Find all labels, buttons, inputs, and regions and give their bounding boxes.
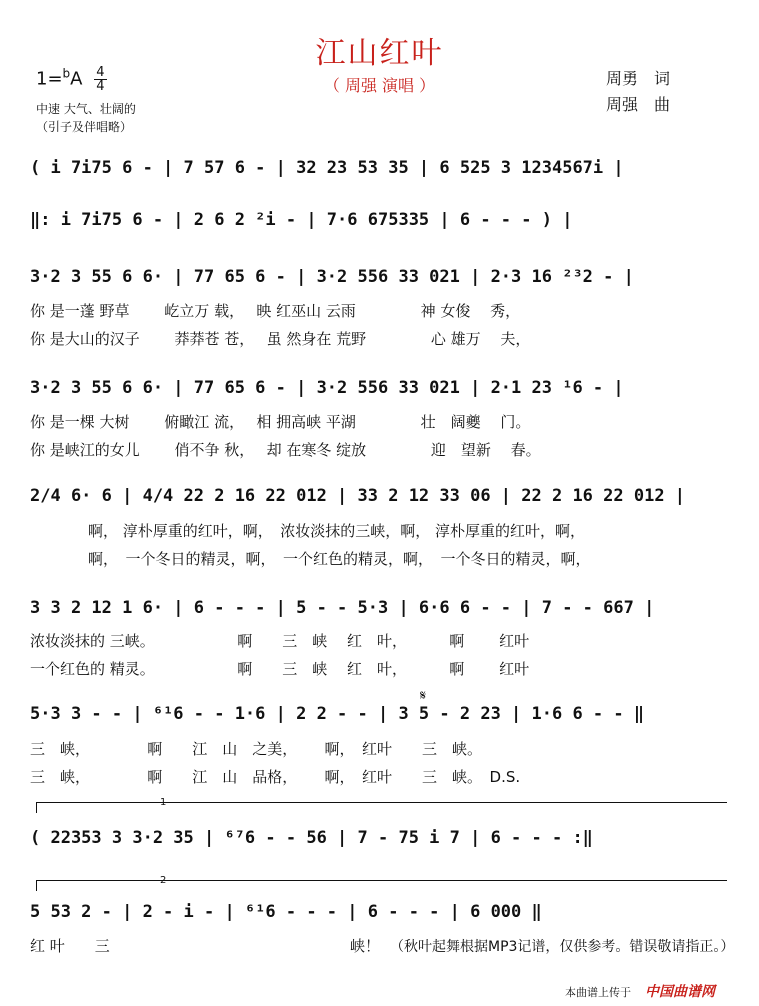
time-signature (94, 66, 106, 93)
lyric-line-11: 红 叶 三 (30, 937, 110, 955)
score-row-8: ( 22353 3 3·2 35 | ⁶⁷6 - - 56 | 7 - 75 i 7 | 6 - - - :‖ (30, 828, 593, 848)
volta-bracket-2 (36, 880, 727, 891)
key-prefix: 1= (36, 68, 63, 90)
volta-number-1: 1 (160, 797, 167, 808)
lyric-line-9: 三 峡， 啊 江 山 之美， 啊， 红叶 三 峡。 (30, 740, 483, 758)
composer: 周强 曲 (606, 95, 671, 114)
lyric-line-2: 你 是大山的汉子 莽莽苍 苍， 虽 然身在 荒野 心 雄万 夫， (30, 330, 531, 348)
score-row-3: 3·2 3 55 6 6· | 77 65 6 - | 3·2 556 33 021 | 2·3 16 ²³2 - | (30, 267, 634, 287)
score-row-4: 3·2 3 55 6 6· | 77 65 6 - | 3·2 556 33 021 | 2·1 23 ¹6 - | (30, 378, 624, 398)
time-denominator: 4 (96, 79, 105, 94)
score-row-2: ‖: i 7i75 6 - | 2 6 2 ²i - | 7·6 675335 | 6 - - - ) | (30, 210, 573, 230)
key-note: A (70, 68, 83, 90)
key-signature (36, 66, 107, 93)
volta-bracket-1 (36, 802, 727, 813)
lyric-line-4: 你 是峡江的女儿 俏不争 秋， 却 在寒冬 绽放 迎 望新 春。 (30, 441, 541, 459)
segno-sign: 𝄋 (420, 688, 427, 704)
time-numerator: 4 (96, 65, 105, 80)
lyric-line-6: 啊， 一个冬日的精灵，啊， 一个红色的精灵，啊， 一个冬日的精灵，啊， (88, 550, 591, 568)
lyric-line-1: 你 是一蓬 野草 屹立万 载， 映 红巫山 云雨 神 女俊 秀， (30, 302, 521, 320)
volta-number-2: 2 (160, 875, 167, 886)
song-title: 江山红叶 (315, 36, 444, 71)
score-row-9: 5 53 2 - | 2 - i - | ⁶¹6 - - - | 6 - - - | 6 000 ‖ (30, 902, 542, 922)
lyric-line-5: 啊， 淳朴厚重的红叶，啊， 浓妆淡抹的三峡，啊， 淳朴厚重的红叶，啊， (88, 522, 586, 540)
transcription-note: （秋叶起舞根据MP3记谱，仅供参考。错误敬请指正。） (390, 939, 735, 955)
performer: （ 周强 演唱 ） (323, 76, 436, 95)
lyric-line-8: 一个红色的 精灵。 啊 三 峡 红 叶， 啊 红叶 (30, 660, 530, 678)
score-row-7: 5·3 3 - - | ⁶¹6 - - 1·6 | 2 2 - - | 3 5 - 2 23 | 1·6 6 - - ‖ (30, 704, 645, 724)
score-row-6: 3 3 2 12 1 6· | 6 - - - | 5 - - 5·3 | 6·6 6 - - | 7 - - 667 | (30, 598, 655, 618)
lyricist: 周勇 词 (606, 69, 671, 88)
lyric-line-7: 浓妆淡抹的 三峡。 啊 三 峡 红 叶， 啊 红叶 (30, 632, 530, 650)
intro-note: （引子及伴唱略） (36, 120, 133, 134)
lyric-line-3: 你 是一棵 大树 俯瞰江 流， 相 拥高峡 平湖 壮 阔夔 门。 (30, 413, 531, 431)
lyric-line-10: 三 峡， 啊 江 山 品格， 啊， 红叶 三 峡。 D.S. (30, 768, 521, 786)
tempo-marking: 中速 大气、壮阔的 (36, 102, 136, 116)
score-row-1: ( i 7i75 6 - | 7 57 6 - | 32 23 53 35 | 6 525 3 1234567i | (30, 158, 624, 178)
upload-note: 本曲谱上传于 (565, 986, 631, 999)
site-logo: 中国曲谱网 (645, 984, 715, 1000)
score-row-5: 2/4 6· 6 | 4/4 22 2 16 22 012 | 33 2 12 33 06 | 22 2 16 22 012 | (30, 486, 686, 506)
flat-sign: b (62, 66, 71, 81)
final-word: 峡！ (350, 937, 381, 955)
